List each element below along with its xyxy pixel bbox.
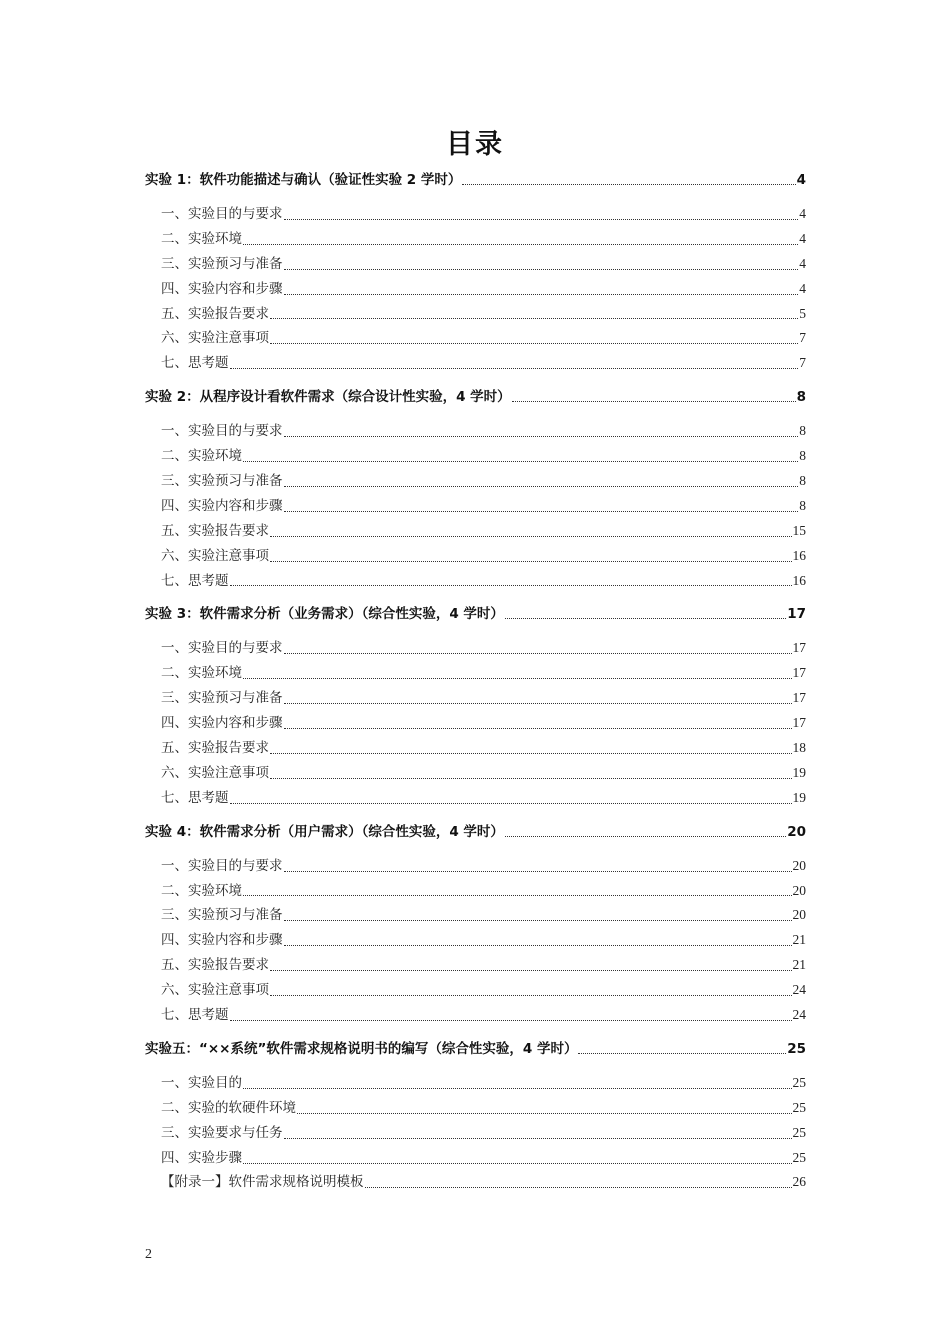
page-title: 目录 — [446, 129, 504, 160]
toc-entry-level2[interactable] — [145, 326, 806, 351]
dot-leader — [243, 1087, 792, 1089]
toc-entry-label: 三、实验预习与准备 — [161, 473, 283, 489]
toc-entry-label: 七、思考题 — [161, 355, 229, 372]
toc-entry-level2[interactable] — [145, 569, 806, 594]
toc-entry-label: 七、思考题 — [161, 789, 229, 806]
toc-heading-wrap — [145, 820, 806, 854]
toc-entry-label: 四、实验内容和步骤 — [161, 497, 283, 514]
toc-entry-label: 四、实验内容和步骤 — [161, 280, 283, 297]
toc-entry-level2[interactable] — [145, 277, 806, 302]
toc-entry-level1[interactable] — [145, 820, 806, 844]
toc-section — [145, 385, 806, 602]
toc-entry-level2[interactable] — [145, 879, 806, 904]
toc-entry-level2[interactable] — [145, 1096, 806, 1121]
toc-entry-level2[interactable] — [145, 1003, 806, 1028]
toc-entry-page: 8 — [796, 389, 806, 406]
toc-entry-page: 19 — [792, 789, 806, 805]
toc-entry-page: 17 — [792, 715, 806, 731]
dot-leader — [284, 293, 799, 295]
toc-section — [145, 820, 806, 1037]
toc-heading-wrap — [145, 385, 806, 419]
toc-entry-level2[interactable] — [145, 1071, 806, 1096]
toc-entry-label: 七、思考题 — [161, 572, 229, 589]
toc-entry-level2[interactable] — [145, 544, 806, 569]
dot-leader — [284, 919, 792, 921]
toc-entry-level1[interactable] — [145, 1037, 806, 1061]
toc-entry-level1[interactable] — [145, 602, 806, 626]
toc-section — [145, 1037, 806, 1204]
toc-entry-page: 4 — [799, 205, 806, 221]
dot-leader — [284, 218, 799, 220]
toc-entry-label: 二、实验环境 — [161, 448, 242, 465]
toc-entry-page: 17 — [792, 640, 806, 656]
toc-entry-page: 17 — [787, 606, 806, 623]
dot-leader — [243, 677, 792, 679]
toc-entry-label: 六、实验注意事项 — [161, 547, 269, 564]
toc-entry-label: 七、思考题 — [161, 1007, 229, 1024]
section-spacer — [145, 593, 806, 602]
dot-leader — [230, 802, 792, 804]
toc-entry-page: 19 — [792, 764, 806, 780]
toc-heading-wrap — [145, 168, 806, 202]
toc-entry-page: 4 — [799, 255, 806, 271]
toc-entry-level2[interactable] — [145, 786, 806, 811]
toc-entry-label: 实验 1：软件功能描述与确认（验证性实验 2 学时） — [145, 172, 462, 188]
toc-entry-level2[interactable] — [145, 202, 806, 227]
dot-leader — [270, 969, 792, 971]
dot-leader — [243, 894, 792, 896]
toc-entry-label: 三、实验预习与准备 — [161, 907, 283, 924]
toc-entry-level2[interactable] — [145, 419, 806, 444]
toc-entry-level1[interactable] — [145, 168, 806, 192]
toc-entry-label: 三、实验预习与准备 — [161, 255, 283, 272]
toc-entry-label: 二、实验环境 — [161, 882, 242, 899]
toc-entry-level2[interactable] — [145, 444, 806, 469]
dot-leader — [284, 435, 799, 437]
toc-entry-level2[interactable] — [145, 953, 806, 978]
toc-entry-level2[interactable] — [145, 252, 806, 277]
dot-leader — [270, 752, 792, 754]
dot-leader — [284, 510, 799, 512]
toc-entry-level2[interactable] — [145, 661, 806, 686]
toc-entry-label: 一、实验目的与要求 — [161, 640, 283, 657]
toc-entry-level2[interactable] — [145, 903, 806, 928]
toc-entry-label: 实验 4：软件需求分析（用户需求）（综合性实验，4 学时） — [145, 823, 504, 840]
section-spacer — [145, 811, 806, 820]
toc-entry-page: 25 — [792, 1074, 806, 1090]
toc-entry-label: 三、实验预习与准备 — [161, 690, 283, 707]
dot-leader — [230, 367, 799, 369]
toc-section — [145, 168, 806, 385]
toc-entry-label: 实验五：“××系统”软件需求规格说明书的编写（综合性实验，4 学时） — [145, 1040, 578, 1057]
toc-entry-label: 三、实验要求与任务 — [161, 1124, 283, 1141]
toc-entry-label: 五、实验报告要求 — [161, 740, 269, 757]
toc-entry-page: 21 — [792, 957, 806, 973]
table-of-contents — [145, 168, 806, 1204]
dot-leader — [230, 1019, 792, 1021]
dot-leader — [284, 727, 792, 729]
dot-leader — [270, 535, 792, 537]
dot-leader — [270, 342, 798, 344]
dot-leader — [284, 944, 792, 946]
dot-leader — [512, 400, 796, 402]
toc-entry-label: 五、实验报告要求 — [161, 957, 269, 974]
dot-leader — [243, 243, 798, 245]
toc-entry-page: 15 — [792, 522, 806, 538]
toc-entry-label: 六、实验注意事项 — [161, 982, 269, 999]
toc-section — [145, 602, 806, 819]
section-spacer — [145, 1195, 806, 1204]
toc-entry-page: 24 — [792, 1007, 806, 1023]
toc-entry-page: 20 — [792, 882, 806, 898]
dot-leader — [243, 1162, 792, 1164]
toc-entry-level2[interactable] — [145, 1146, 806, 1171]
toc-entry-page: 8 — [799, 448, 806, 464]
toc-entry-label: 一、实验目的与要求 — [161, 423, 283, 440]
toc-entry-page: 8 — [799, 473, 806, 488]
section-spacer — [145, 1028, 806, 1037]
toc-entry-label: 一、实验目的与要求 — [161, 205, 283, 222]
dot-leader — [243, 460, 798, 462]
toc-entry-page: 4 — [799, 230, 806, 246]
toc-entry-level2[interactable] — [145, 978, 806, 1003]
toc-entry-label: 二、实验环境 — [161, 230, 242, 247]
toc-entry-page: 16 — [792, 572, 806, 588]
dot-leader — [462, 183, 795, 185]
toc-entry-page: 7 — [799, 355, 806, 371]
toc-entry-label: 六、实验注意事项 — [161, 330, 269, 347]
toc-entry-page: 26 — [792, 1174, 806, 1190]
section-spacer — [145, 376, 806, 385]
toc-entry-level1[interactable] — [145, 385, 806, 409]
dot-leader — [284, 268, 799, 270]
page-number: 2 — [145, 1247, 152, 1262]
dot-leader — [270, 317, 798, 319]
dot-leader — [230, 584, 792, 586]
toc-entry-page: 8 — [799, 423, 806, 439]
dot-leader — [505, 617, 786, 619]
toc-entry-level2[interactable] — [145, 1121, 806, 1146]
dot-leader — [270, 560, 792, 562]
toc-heading-wrap — [145, 1037, 806, 1071]
toc-entry-label: 四、实验步骤 — [161, 1149, 242, 1166]
toc-entry-label: 五、实验报告要求 — [161, 522, 269, 539]
dot-leader — [270, 777, 792, 779]
toc-entry-level2[interactable] — [145, 761, 806, 786]
toc-entry-label: 五、实验报告要求 — [161, 305, 269, 322]
dot-leader — [297, 1112, 792, 1114]
toc-entry-level2[interactable] — [145, 494, 806, 519]
toc-entry-level2[interactable] — [145, 351, 806, 376]
dot-leader — [284, 652, 792, 654]
toc-entry-label: 【附录一】软件需求规格说明模板 — [161, 1174, 364, 1191]
toc-entry-level2[interactable] — [145, 1171, 806, 1196]
toc-entry-page: 18 — [792, 740, 806, 756]
toc-entry-page: 8 — [799, 497, 806, 513]
dot-leader — [284, 1137, 792, 1139]
toc-entry-label: 二、实验环境 — [161, 665, 242, 682]
toc-entry-level2[interactable] — [145, 736, 806, 761]
toc-entry-level2[interactable] — [145, 854, 806, 879]
toc-entry-label: 实验 3：软件需求分析（业务需求）（综合性实验，4 学时） — [145, 606, 504, 623]
toc-entry-level2[interactable] — [145, 928, 806, 953]
toc-entry-level2[interactable] — [145, 519, 806, 544]
toc-entry-level2[interactable] — [145, 711, 806, 736]
toc-entry-label: 实验 2：从程序设计看软件需求（综合设计性实验，4 学时） — [145, 389, 511, 406]
toc-entry-label: 四、实验内容和步骤 — [161, 932, 283, 949]
toc-entry-page: 4 — [799, 280, 806, 296]
toc-entry-page: 16 — [792, 547, 806, 563]
toc-entry-label: 六、实验注意事项 — [161, 764, 269, 781]
toc-entry-page: 20 — [787, 823, 806, 840]
toc-entry-page: 17 — [792, 690, 806, 706]
toc-entry-page: 7 — [799, 330, 806, 346]
toc-entry-label: 二、实验的软硬件环境 — [161, 1099, 296, 1116]
toc-entry-label: 四、实验内容和步骤 — [161, 715, 283, 732]
toc-entry-label: 一、实验目的与要求 — [161, 857, 283, 874]
toc-entry-page: 17 — [792, 665, 806, 681]
dot-leader — [270, 994, 792, 996]
toc-entry-page: 25 — [792, 1124, 806, 1140]
toc-entry-level2[interactable] — [145, 227, 806, 252]
toc-entry-page: 20 — [792, 907, 806, 923]
toc-entry-page: 25 — [792, 1099, 806, 1115]
toc-heading-wrap — [145, 602, 806, 636]
dot-leader — [284, 702, 792, 704]
dot-leader — [284, 485, 799, 487]
toc-entry-level2[interactable] — [145, 302, 806, 327]
dot-leader — [505, 835, 786, 837]
toc-entry-page: 24 — [792, 982, 806, 998]
toc-entry-level2[interactable] — [145, 469, 806, 494]
dot-leader — [578, 1052, 786, 1054]
dot-leader — [365, 1186, 792, 1188]
dot-leader — [284, 870, 792, 872]
toc-entry-level2[interactable] — [145, 686, 806, 711]
toc-entry-page: 20 — [792, 857, 806, 873]
toc-entry-page: 25 — [792, 1149, 806, 1165]
toc-entry-page: 4 — [796, 172, 806, 188]
toc-entry-page: 5 — [799, 305, 806, 321]
toc-entry-page: 21 — [792, 932, 806, 948]
toc-entry-level2[interactable] — [145, 636, 806, 661]
toc-entry-page: 25 — [787, 1040, 806, 1057]
toc-entry-label: 一、实验目的 — [161, 1074, 242, 1091]
